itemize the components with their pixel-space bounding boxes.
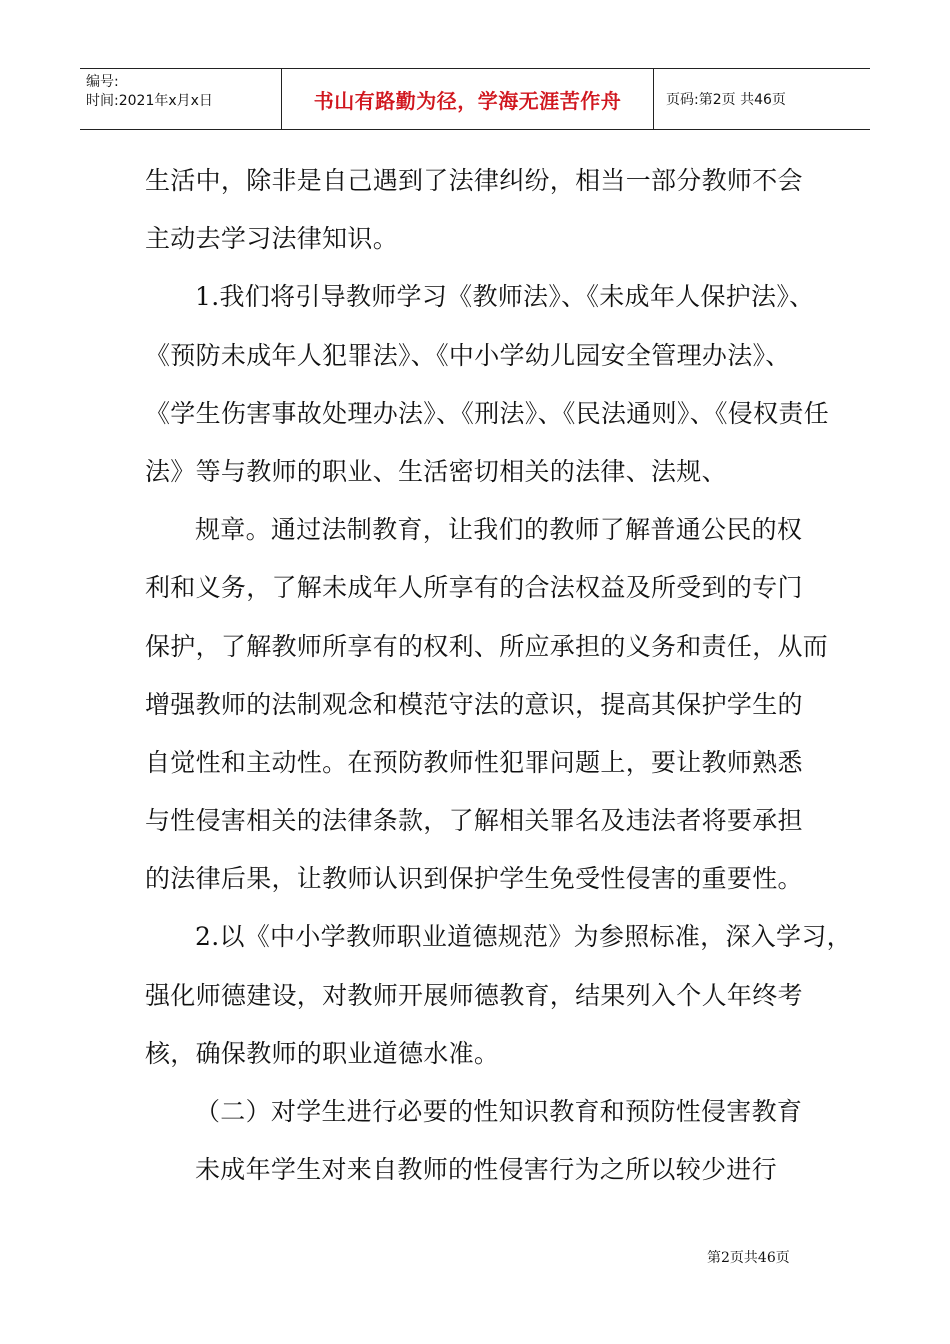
- body-line: 《学生伤害事故处理办法》、《刑法》、《民法通则》、《侵权责任: [145, 398, 830, 428]
- body-line: 法》等与教师的职业、生活密切相关的法律、法规、: [145, 456, 727, 486]
- document-body: [145, 152, 852, 1199]
- body-line: 主动去学习法律知识。: [145, 224, 399, 254]
- body-line: 增强教师的法制观念和模范守法的意识，提高其保护学生的: [145, 689, 803, 719]
- document-number-label: 编号:: [86, 74, 119, 90]
- header-motto-cell: [282, 69, 654, 129]
- body-line: 自觉性和主动性。在预防教师性犯罪问题上，要让教师熟悉: [145, 747, 803, 777]
- document-time-label: 时间:2021年x月x日: [86, 93, 213, 109]
- body-line: 《预防未成年人犯罪法》、《中小学幼儿园安全管理办法》、: [145, 340, 791, 370]
- body-line: 2.以《中小学教师职业道德规范》为参照标准，深入学习，: [195, 922, 852, 952]
- section-heading: （二）对学生进行必要的性知识教育和预防性侵害教育: [195, 1097, 803, 1126]
- body-line: 保护，了解教师所享有的权利、所应承担的义务和责任，从而: [145, 631, 829, 661]
- body-line: 的法律后果，让教师认识到保护学生免受性侵害的重要性。: [145, 864, 803, 894]
- body-line: 未成年学生对来自教师的性侵害行为之所以较少进行: [195, 1155, 777, 1185]
- header-page-number: 页码:第2页 共46页: [666, 92, 786, 108]
- body-line: 强化师德建设，对教师开展师德教育，结果列入个人年终考: [145, 980, 803, 1010]
- header-meta-cell: [80, 69, 282, 129]
- header-page-cell: [654, 69, 870, 129]
- page-footer-number: 第2页共46页: [707, 1250, 790, 1266]
- body-line: 利和义务，了解未成年人所享有的合法权益及所受到的专门: [145, 573, 803, 603]
- body-line: 规章。通过法制教育，让我们的教师了解普通公民的权: [195, 515, 803, 545]
- body-line: 生活中，除非是自己遇到了法律纠纷，相当一部分教师不会: [145, 166, 803, 195]
- body-line: 1.我们将引导教师学习《教师法》、《未成年人保护法》、: [195, 282, 815, 312]
- header-motto: 书山有路勤为径，学海无涯苦作舟: [313, 88, 622, 113]
- body-line: 与性侵害相关的法律条款，了解相关罪名及违法者将要承担: [145, 806, 803, 836]
- body-line: 核，确保教师的职业道德水准。: [145, 1038, 500, 1068]
- page-header: [80, 68, 870, 130]
